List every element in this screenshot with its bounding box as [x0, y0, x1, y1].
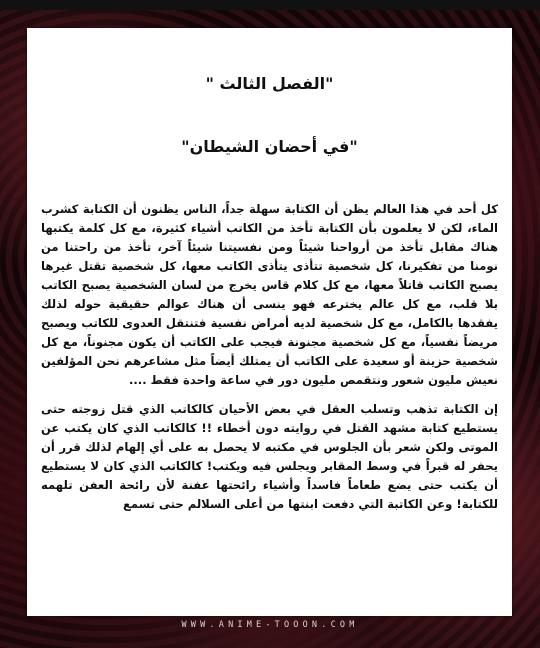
top-border	[0, 0, 540, 10]
footer-watermark: WWW.ANIME-TOOON.COM	[181, 620, 359, 630]
body-text	[41, 200, 498, 514]
chapter-title: " الفصل الثالث"	[205, 74, 334, 93]
paragraph-1: كل أحد في هذا العالم يظن أن الكتابة سهلة جداً، الناس يظنون أن الكتابة كشرب الماء، لكن لا يعلمون بأن الكتابة تأخذ من الكاتب أشياء كثيرة، مع كل كلمة يكتبها هناك مقابل تأخذ من أرواحنا شيئاً ومن نفسيتنا شيئاً آخر، تأخذ من راحتنا من نومنا من تفكيرنا، كل شخصية تتأذى يتأذى الكاتب معها، كل شخصية تقتل غيرها يصبح الكاتب قاتلاً معها، مع كل كلام قاس يخرج من لسان الشخصية يصبح الكاتب بلا قلب، مع كل عالم يخترعه فهو ينسى أن هناك عوالم حقيقية حوله لذلك يفقدها بالكامل، مع كل شخصية لديه أمراض نفسية فتنتقل العدوى للكاتب ويصبح مريضاً نفسياً، مع كل شخصية مجنونة فيجب على الكاتب أن يكون مجنوناً، مع كل شخصية حزينة أو سعيدة على الكاتب أن يمتلك أيضاً مثل مشاعرهم نحن المؤلفين نعيش مليون شعور ونتقمص مليون دور في ساعة واحدة فقط ....	[41, 202, 498, 387]
document-page	[27, 28, 512, 616]
paragraph-2: إن الكتابة تذهب وتسلب العقل في بعض الأحيان كالكاتب الذي قتل زوجته حتى يستطيع كتابة مشهد القتل في روايته دون أخطاء !! كالكاتب الذي كان يكتب عن الموتى ولكن شعر بأن الجلوس في مكتبه لا يحصل به على أي إلهام لذلك قرر أن يحفر له قبراً في وسط المقابر ويجلس فيه ويكتب! كالكاتب الذي كان لا يستطيع أن يكتب حتى يضع طعاماً فاسداً وأشياء رائحتها عفنة لأن رائحة العفن تلهمه للكتابة! وعن الكاتبة التي دفعت ابنتها من أعلى السلالم حتى تسمع	[41, 402, 498, 511]
chapter-subtitle: "في أحضان الشيطان"	[181, 137, 358, 156]
